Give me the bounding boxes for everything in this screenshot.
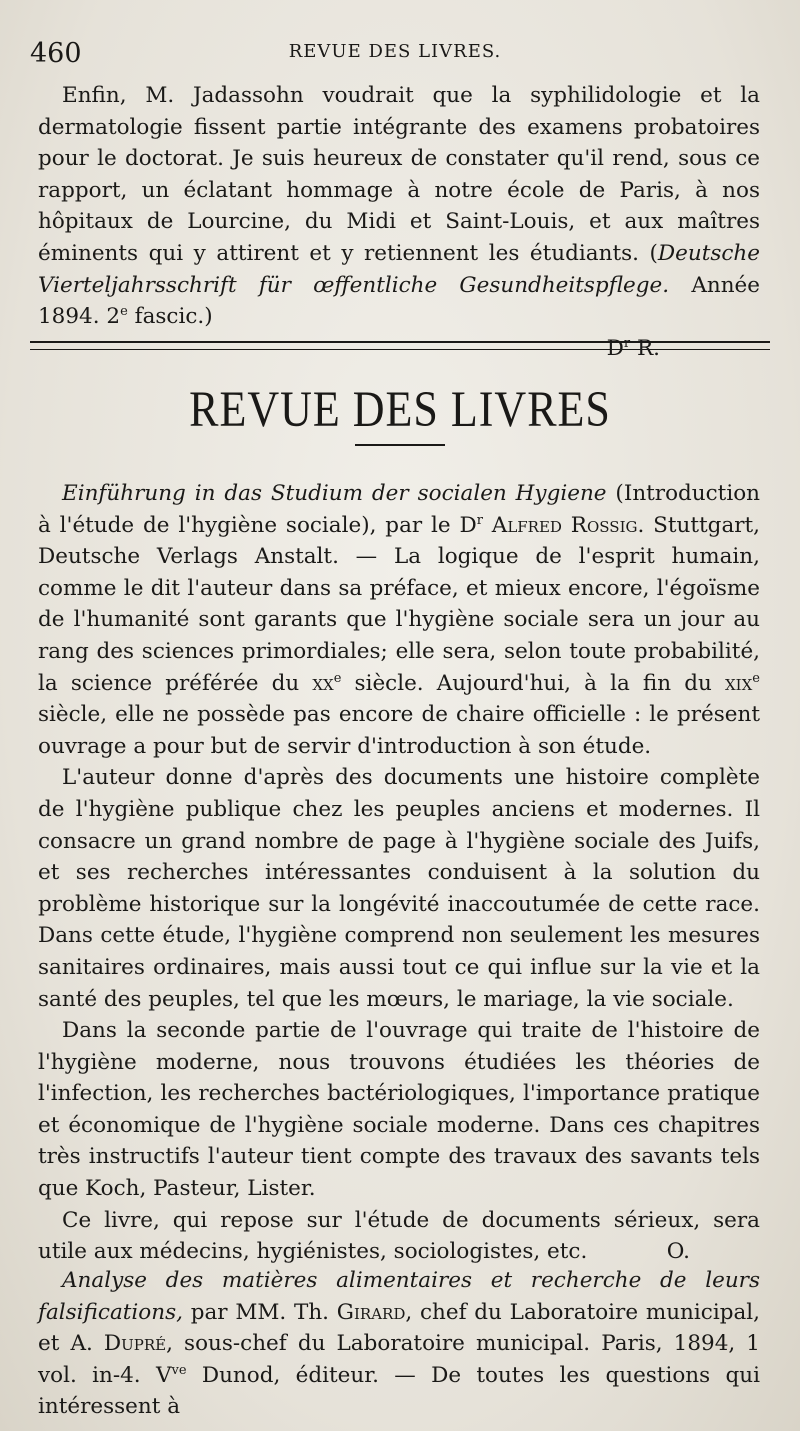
review-text: , sous-chef du Laboratoire municipal. Paris, 1894, 1 vol. in-4. V <box>38 1331 760 1388</box>
book-title: Analyse des matières alimentaires et recherche de leurs falsifications, <box>38 1268 760 1325</box>
previous-review-text: Enfin, M. Jadassohn voudrait que la syphilidologie et la dermatologie fissent partie intégrante des examens probatoires pour le doctorat. Je suis heureux de constater qu'il rend, sous ce rapport, un éclatant hommage à notre école de Paris, à nos hôpitaux de Lourcine, du Midi et Saint-Louis, et aux maîtres éminents qui y attirent et y retiennent les étudiants. ( <box>38 83 760 266</box>
superscript: e <box>333 670 342 686</box>
author-name: Alfred Rossig <box>482 512 638 538</box>
previous-review-paragraph <box>38 80 760 333</box>
previous-review-end <box>38 80 760 364</box>
review-text: siècle. Aujourd'hui, à la fin du <box>341 670 725 696</box>
review-text: Dunod, éditeur. — De toutes les questions qui intéressent à <box>38 1362 760 1420</box>
previous-review-fascicle: fascic.) <box>127 304 213 330</box>
review-text: . Stuttgart, Deutsche Verlags Anstalt. — La logique de l'esprit humain, comme le dit l'auteur dans sa préface, et mieux encore, l'égoïsme de l'humanité sont garants que l'hygiène sociale sera un jour au rang des sciences primordiales; elle sera, selon toute probabilité, la science préférée du <box>38 512 761 696</box>
author-name: Dupré <box>103 1331 167 1357</box>
review-text: Ce livre, qui repose sur l'étude de documents sérieux, sera utile aux médecins, hygiénistes, sociologistes, etc. <box>38 1207 760 1265</box>
previous-review-source: Deutsche Vierteljahrsschrift für œffentliche Gesundheitspflege. <box>38 240 760 298</box>
title-underline <box>355 444 445 446</box>
review-signature: O. <box>666 1239 690 1265</box>
century-numeral: xix <box>724 670 753 696</box>
century-numeral: xx <box>312 670 334 696</box>
superscript: e <box>120 304 128 319</box>
author-name: Girard <box>336 1299 406 1325</box>
superscript: r <box>623 335 631 351</box>
review-paragraph <box>38 1265 760 1423</box>
signature-text: D <box>606 335 624 361</box>
previous-review-year: Année 1894. 2 <box>38 272 760 330</box>
review-paragraph: Dans la seconde partie de l'ouvrage qui traite de l'histoire de l'hygiène moderne, nous trouvons étudiées les théories de l'infection, les recherches bactériologiques, l'importance pratique et économique de l'hygiène sociale moderne. Dans ces chapitres très instructifs l'auteur tient compte des travaux des savants tels que Koch, Pasteur, Lister. <box>38 1018 760 1202</box>
review-paragraph: L'auteur donne d'après des documents une histoire complète de l'hygiène publique chez les peuples anciens et modernes. Il consacre un grand nombre de page à l'hygiène sociale des Juifs, et ses recherches intéressantes conduisent à la solution du problème historique sur la longévité inaccoutumée de cette race. Dans cette étude, l'hygiène comprend non seulement les mesures sanitaires ordinaires, mais aussi tout ce qui influe sur la vie et la santé des peuples, tel que les mœurs, le mariage, la vie sociale. <box>38 765 760 1012</box>
review-text: (Introduction à l'étude de l'hygiène sociale), par le D <box>38 481 760 538</box>
review-text: par MM. Th. <box>182 1299 337 1325</box>
page-number: 460 <box>30 38 82 69</box>
section-divider <box>30 341 770 350</box>
review-rossig <box>38 478 760 1268</box>
superscript: e <box>752 670 760 686</box>
running-head: REVUE DES LIVRES. <box>288 41 502 62</box>
superscript: ve <box>171 1362 187 1378</box>
page-header <box>30 36 760 70</box>
superscript: r <box>476 512 483 528</box>
review-girard-dupre <box>38 1265 760 1423</box>
section-title: REVUE DES LIVRES <box>189 381 611 438</box>
signature-initial: R. <box>630 335 660 361</box>
review-paragraph <box>38 1205 760 1268</box>
review-text: , chef du Laboratoire municipal, et A. <box>38 1299 760 1357</box>
book-title: Einführung in das Studium der socialen Hygiene <box>62 481 607 506</box>
review-text: siècle, elle ne possède pas encore de chaire officielle : le présent ouvrage a pour but de servir d'introduction à son étude. <box>38 702 760 759</box>
review-paragraph <box>38 478 760 762</box>
